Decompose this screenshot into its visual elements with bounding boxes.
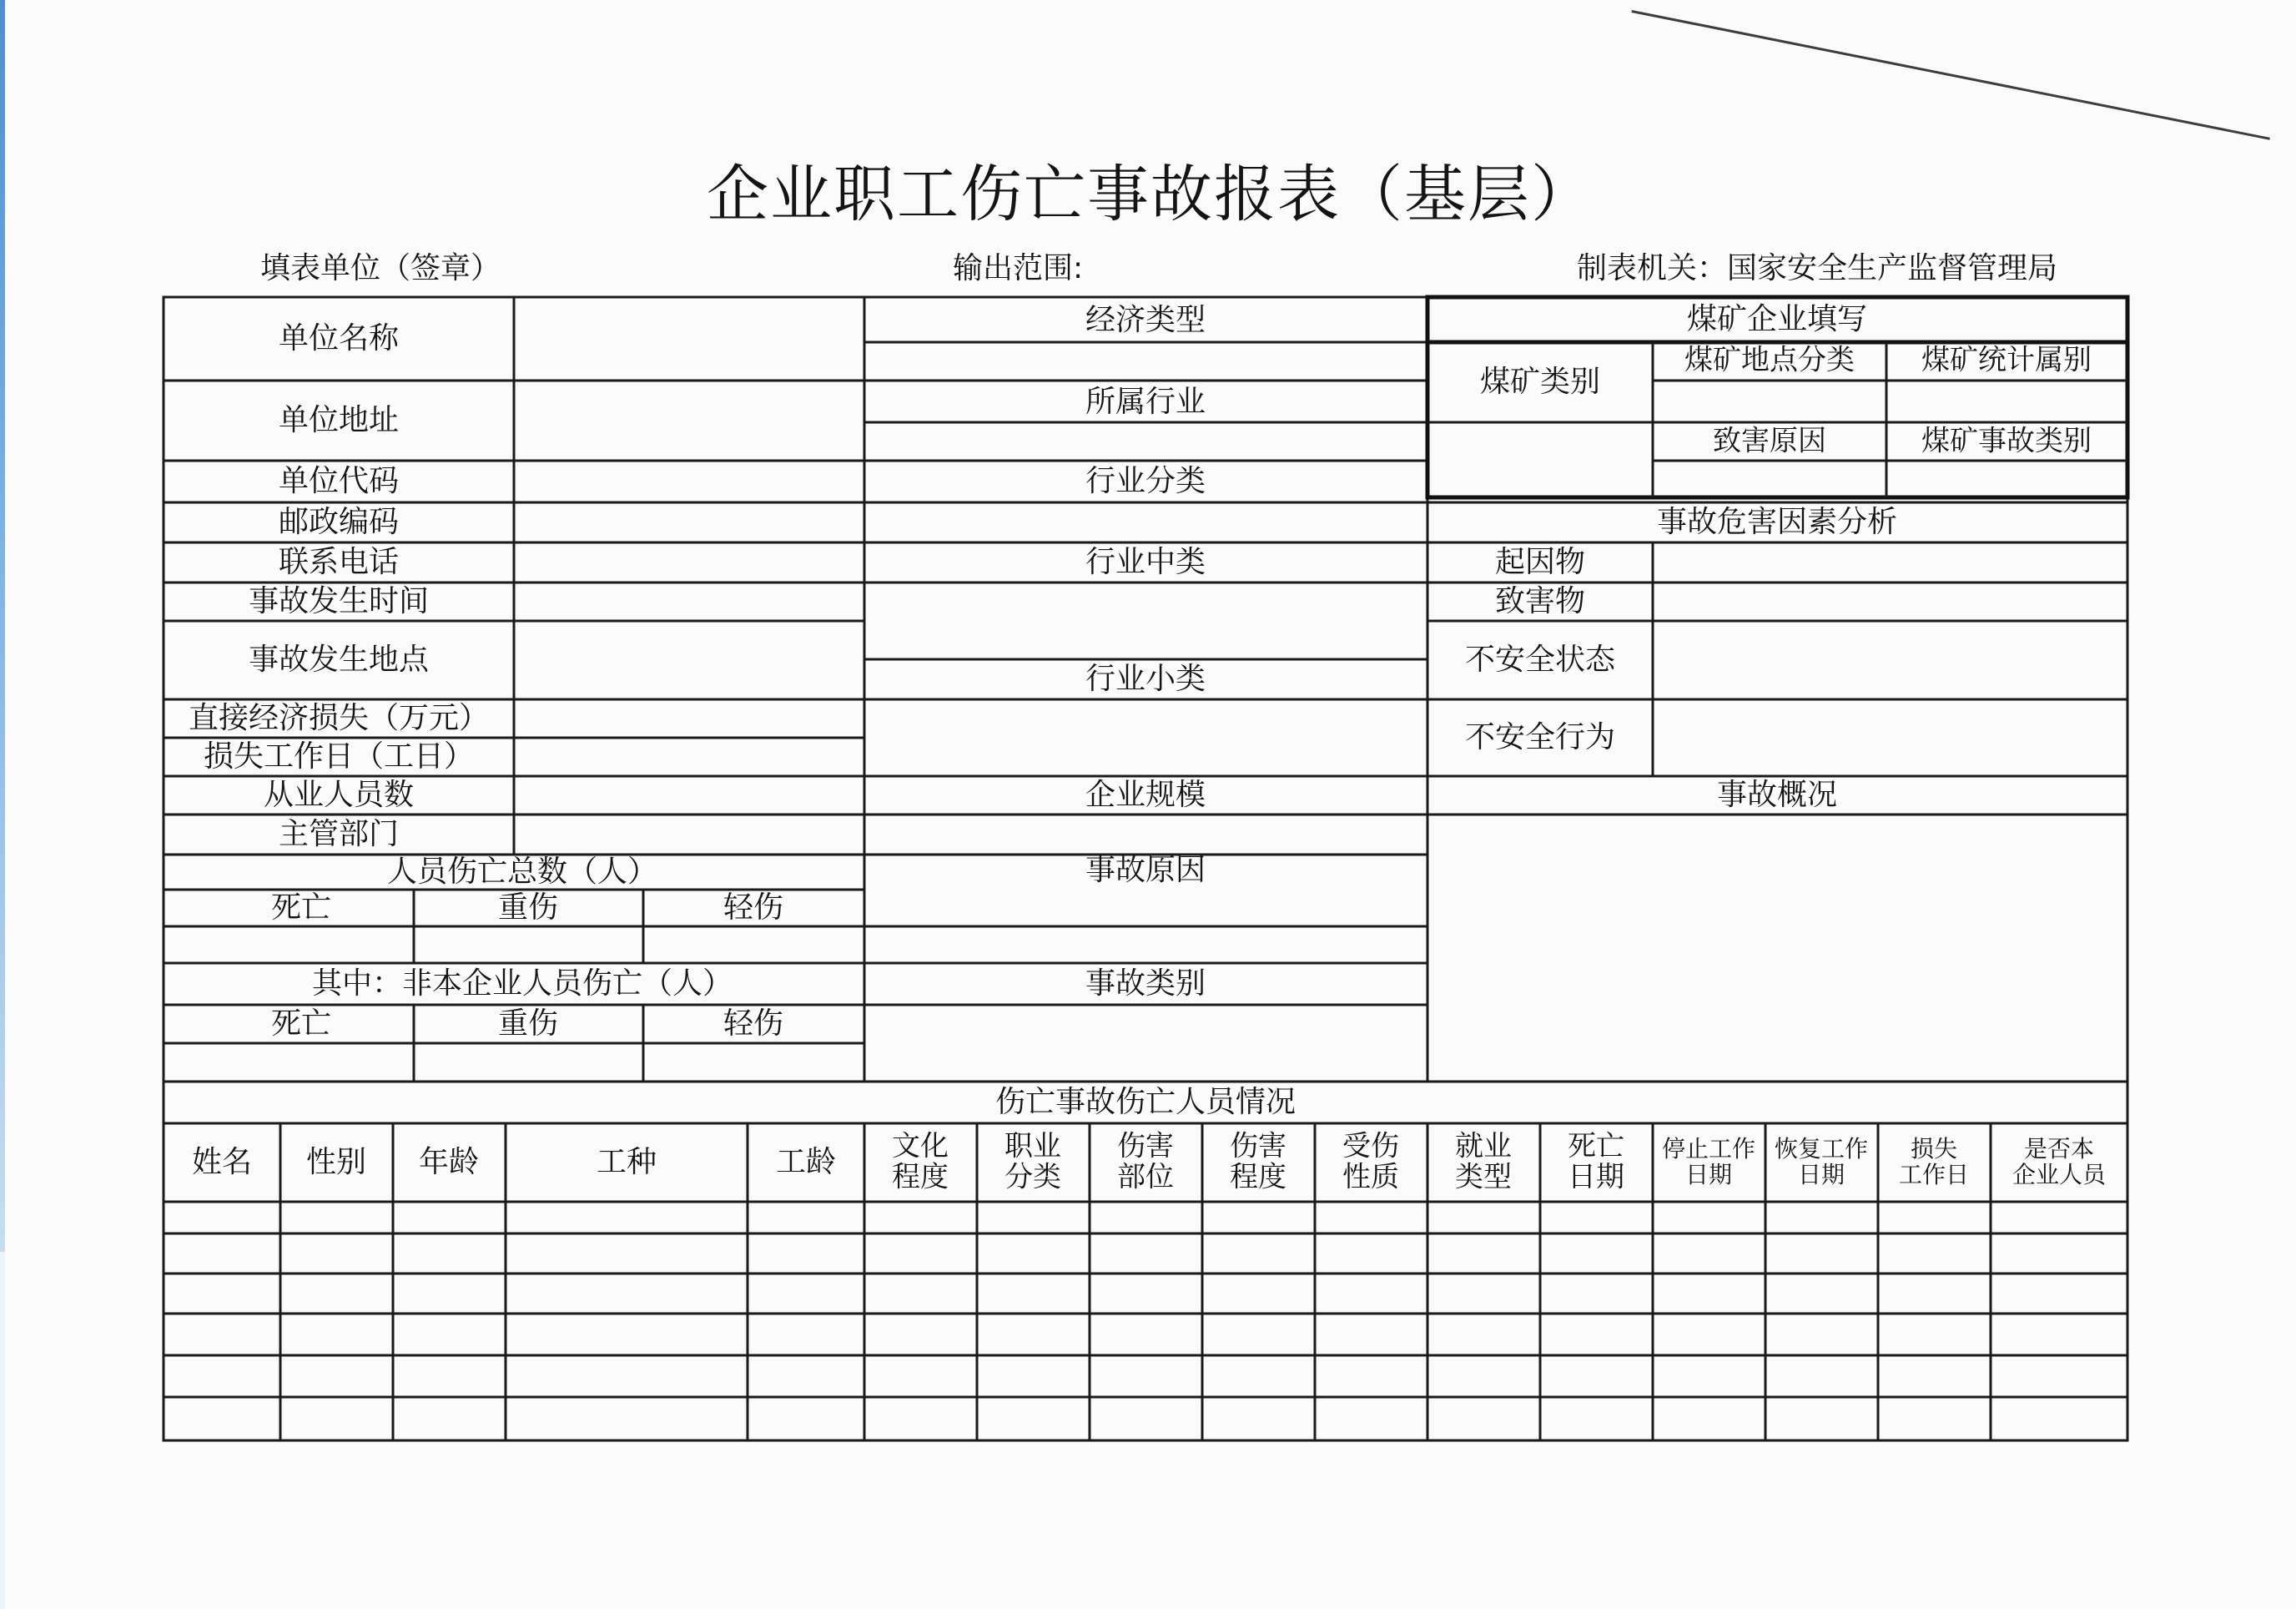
col-header-death-date: 死亡 日期 [1568, 1129, 1624, 1194]
paper-sheet [5, 0, 2296, 1609]
harmful-object-label: 致害物 [1494, 584, 1586, 619]
accident-cause-label: 事故原因 [1085, 853, 1206, 888]
issuer-label: 制表机关：国家安全生产监督管理局 [1577, 251, 2058, 285]
origin-object-label: 起因物 [1494, 545, 1586, 580]
col-header-is-own-employee: 是否本 企业人员 [2012, 1135, 2107, 1188]
col-header-gender: 性别 [305, 1145, 367, 1180]
col-header-job-type: 工种 [596, 1145, 657, 1180]
filler-unit-label: 填表单位（签章） [260, 251, 501, 285]
col-header-name: 姓名 [191, 1145, 253, 1180]
external-casualty-label: 其中：非本企业人员伤亡（人） [311, 966, 733, 1001]
output-scope-label: 输出范围: [953, 251, 1084, 285]
unit-address-label: 单位地址 [278, 403, 400, 438]
employee-count-label: 从业人员数 [263, 778, 415, 813]
col-header-resume-work-date: 恢复工作 日期 [1774, 1135, 1869, 1188]
minor-injury-label: 轻伤 [723, 890, 784, 926]
phone-label: 联系电话 [278, 545, 400, 580]
col-header-education: 文化 程度 [892, 1129, 949, 1194]
personnel-heading: 伤亡事故伤亡人员情况 [994, 1085, 1297, 1120]
industry-class-label: 行业分类 [1085, 464, 1206, 499]
col-header-injury-part: 伤害 部位 [1117, 1129, 1174, 1194]
accident-time-label: 事故发生时间 [248, 584, 430, 619]
supervisor-dept-label: 主管部门 [278, 817, 400, 852]
enterprise-scale-label: 企业规模 [1085, 778, 1206, 813]
economic-type-label: 经济类型 [1085, 303, 1206, 338]
lost-workdays-label: 损失工作日（工日） [203, 739, 475, 774]
col-header-lost-workdays: 损失 工作日 [1898, 1135, 1970, 1188]
col-header-occupation: 职业 分类 [1004, 1129, 1061, 1194]
coal-type-label: 煤矿类别 [1479, 365, 1601, 400]
coal-accident-type-label: 煤矿事故类别 [1921, 424, 2092, 458]
accident-category-label: 事故类别 [1085, 966, 1206, 1001]
unsafe-behavior-label: 不安全行为 [1464, 720, 1616, 755]
col-header-seniority: 工龄 [775, 1145, 837, 1180]
unit-name-label: 单位名称 [278, 321, 400, 356]
unit-code-label: 单位代码 [278, 464, 400, 499]
external-minor-injury-label: 轻伤 [723, 1006, 784, 1042]
coal-location-class-label: 煤矿地点分类 [1684, 343, 1855, 377]
external-serious-injury-label: 重伤 [497, 1006, 559, 1042]
coal-stat-affiliation-label: 煤矿统计属别 [1921, 343, 2092, 377]
accident-place-label: 事故发生地点 [248, 643, 430, 678]
col-header-injury-nature: 受伤 性质 [1342, 1129, 1399, 1194]
col-header-employment-type: 就业 类型 [1455, 1129, 1512, 1194]
postal-code-label: 邮政编码 [278, 505, 400, 540]
coal-fill-heading: 煤矿企业填写 [1686, 302, 1868, 337]
report-title: 企业职工伤亡事故报表（基层） [707, 159, 1594, 230]
col-header-stop-work-date: 停止工作 日期 [1661, 1135, 1756, 1188]
industry-label: 所属行业 [1085, 385, 1206, 420]
harm-cause-label: 致害原因 [1713, 424, 1826, 458]
industry-small-label: 行业小类 [1085, 662, 1206, 697]
col-header-age: 年龄 [418, 1145, 480, 1180]
hazard-analysis-heading: 事故危害因素分析 [1656, 505, 1898, 540]
external-death-label: 死亡 [270, 1006, 332, 1042]
casualty-total-label: 人员伤亡总数（人） [386, 855, 658, 890]
serious-injury-label: 重伤 [497, 890, 559, 926]
accident-overview-heading: 事故概况 [1716, 778, 1838, 813]
industry-medium-label: 行业中类 [1085, 545, 1206, 580]
death-label: 死亡 [270, 890, 332, 926]
unsafe-state-label: 不安全状态 [1464, 643, 1616, 678]
col-header-injury-degree: 伤害 程度 [1230, 1129, 1286, 1194]
direct-loss-label: 直接经济损失（万元） [188, 701, 490, 736]
